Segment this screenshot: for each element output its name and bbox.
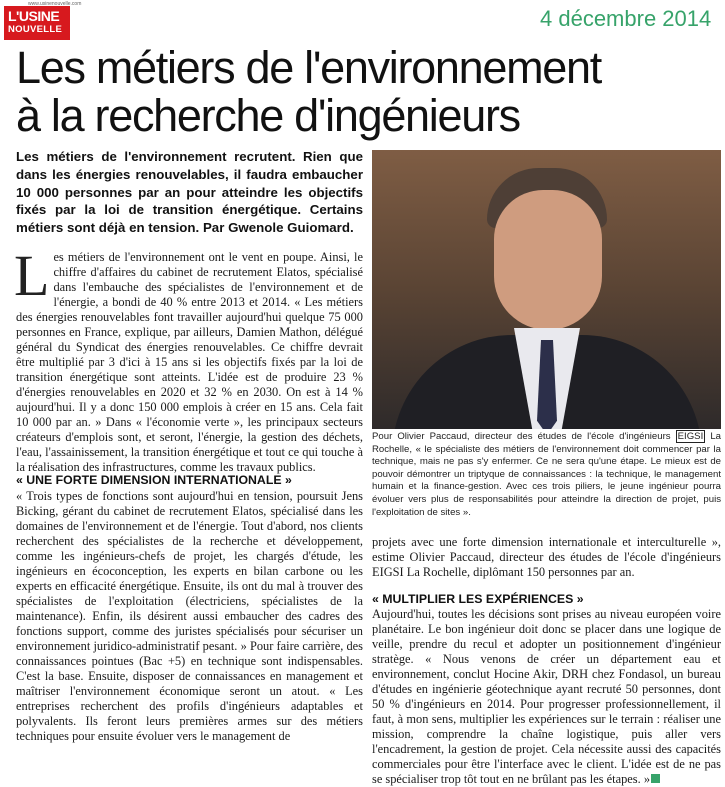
logo-url: www.usinenouvelle.com — [28, 1, 82, 7]
subhead-experiences: « MULTIPLIER LES EXPÉRIENCES » — [372, 592, 584, 606]
drop-cap: L — [14, 243, 50, 308]
logo-line-2: NOUVELLE — [8, 24, 63, 35]
article-headline — [16, 44, 716, 140]
article-lead: Les métiers de l'environnement recrutent. Rien que dans les énergies renouvelables, il faudra embaucher 10 000 personnes par an pour atteindre les objectifs fixés par la loi de transition énergétique. Certains métiers sont déjà en tension. Par Gwenole Guiomard. — [16, 149, 363, 236]
caption-text-end: La Rochelle, « le spécialiste des métiers de l'environnement doit commencer par la technique, mais ne pas s'y enfermer. Ce ne sera qu'une étape. Le mieux est de pouvoir démontrer un triptyque de connaissances : la technique, le management humain et la finance-gestion. Avec ces trois piliers, le jeune ingénieur pourra évoluer vers plus de responsabilités pour atteindre la direction de projet, puis l'exploitation de sites ». — [372, 431, 721, 518]
section-experiences — [372, 607, 721, 787]
right-column-text — [372, 535, 721, 787]
headline-line-2: à la recherche d'ingénieurs — [16, 90, 520, 141]
section-international-continued: projets avec une forte dimension internationale et interculturelle », estime Olivier Paccaud, directeur des études de l'école d'ingénieurs EIGSI La Rochelle, diplômant 150 personnes par an. — [372, 535, 721, 579]
section-experiences-text: Aujourd'hui, toutes les décisions sont prises au niveau européen voire planétaire. Le bon ingénieur doit donc se placer dans une logique de veille, prendre du recul et adopter un positionnement d'ingénieur stratège. « Nous venons de créer un département eau et environnement, conclut Hocine Akir, DRH chez Fondasol, un bureau d'études en ingénierie géotechnique ayant recruté 50 personnes, dont 50 % d'ingénieurs en 2014. Pour progresser professionnellement, il faut, à mon sens, multiplier les expériences sur le terrain : réaliser une mission, comprendre la chaîne logistique, puis aller vers l'encadrement, la gestion de projet. Cela nécessite aussi des capacités commerciales pour être l'interface avec le client. L'idée est de ne pas se spécialiser trop tôt tout en ne brûlant pas les étapes. » — [372, 607, 721, 786]
publication-date: 4 décembre 2014 — [540, 6, 712, 31]
intro-paragraph — [14, 243, 363, 475]
logo-line-1: L'USINE — [8, 8, 60, 24]
masthead-logo — [4, 6, 70, 40]
photo-face — [494, 190, 602, 330]
intro-text: es métiers de l'environnement ont le vent en poupe. Ainsi, le chiffre d'affaires du cabinet de recrutement Elatos, spécialisé dans l'embauche des spécialistes de l'environnement et de l'énergie, a bondi de 40 % entre 2013 et 2014. « Les métiers des énergies renouvelables font travailler aujourd'hui quelque 75 000 personnes en France, explique, par ailleurs, Damien Mathon, délégué général du Syndicat des énergies renouvelables. Ce chiffre devrait être multiplié par 3 d'ici à 15 ans si les objectifs fixés par la loi de transition énergétique sont atteints. L'idée est de produire 23 % d'énergies renouvelables en 2020 et 32 % en 2030. On est à 14 % aujourd'hui. Il y a donc 150 000 emplois à créer en 15 ans. Cela fait 10 000 par an. » Dans « l'économie verte », les principaux secteurs créateurs d'emplois sont, et seront, l'énergie, la gestion des déchets, l'eau, l'assainissement, la transition énergétique et tout ce qui touche à la réalisation des infrastructures, comme les travaux publics. — [16, 250, 363, 474]
end-of-article-mark-icon — [651, 774, 660, 783]
subhead-international: « UNE FORTE DIMENSION INTERNATIONALE » — [16, 473, 292, 487]
caption-text-start: Pour Olivier Paccaud, directeur des études de l'école d'ingénieurs — [372, 431, 671, 442]
section-international-text: « Trois types de fonctions sont aujourd'hui en tension, poursuit Jens Bicking, gérant du cabinet de recrutement Elatos, spécialisé dans les domaines de l'environnement et de l'énergie. Tout d'abord, nos clients recherchent des spécialistes de la recherche et développement, comme les ingénieurs-chefs de projet, les chargés d'étude, les ingénieurs en écoconception, les experts en bilan carbone ou les experts en efficacité énergétique. Ensuite, ils ont du mal à trouver des spécialistes de l'exploitation (électriciens, spécialistes de la maintenance). Enfin, ils désirent aussi embaucher des cadres des fonctions support, comme des juristes spécialisés pour sécuriser un environnement juridico-administratif pesant. » Pour faire carrière, des connaissances pointues (Bac +5) en technique sont indispensables. C'est la base. Ensuite, disposer de connaissances en management et maîtriser l'environnement économique seront un atout. « Les entreprises recherchent des profils d'ingénieurs adaptables et polyvalents. Ils feront leurs premières armes sur des métiers techniques pour ensuite évoluer vers le management de — [16, 489, 363, 743]
caption-school-box: EIGSI — [677, 431, 704, 442]
portrait-photo — [372, 150, 721, 429]
photo-caption — [372, 431, 721, 519]
section-international — [16, 473, 363, 744]
headline-line-1: Les métiers de l'environnement — [16, 42, 601, 93]
